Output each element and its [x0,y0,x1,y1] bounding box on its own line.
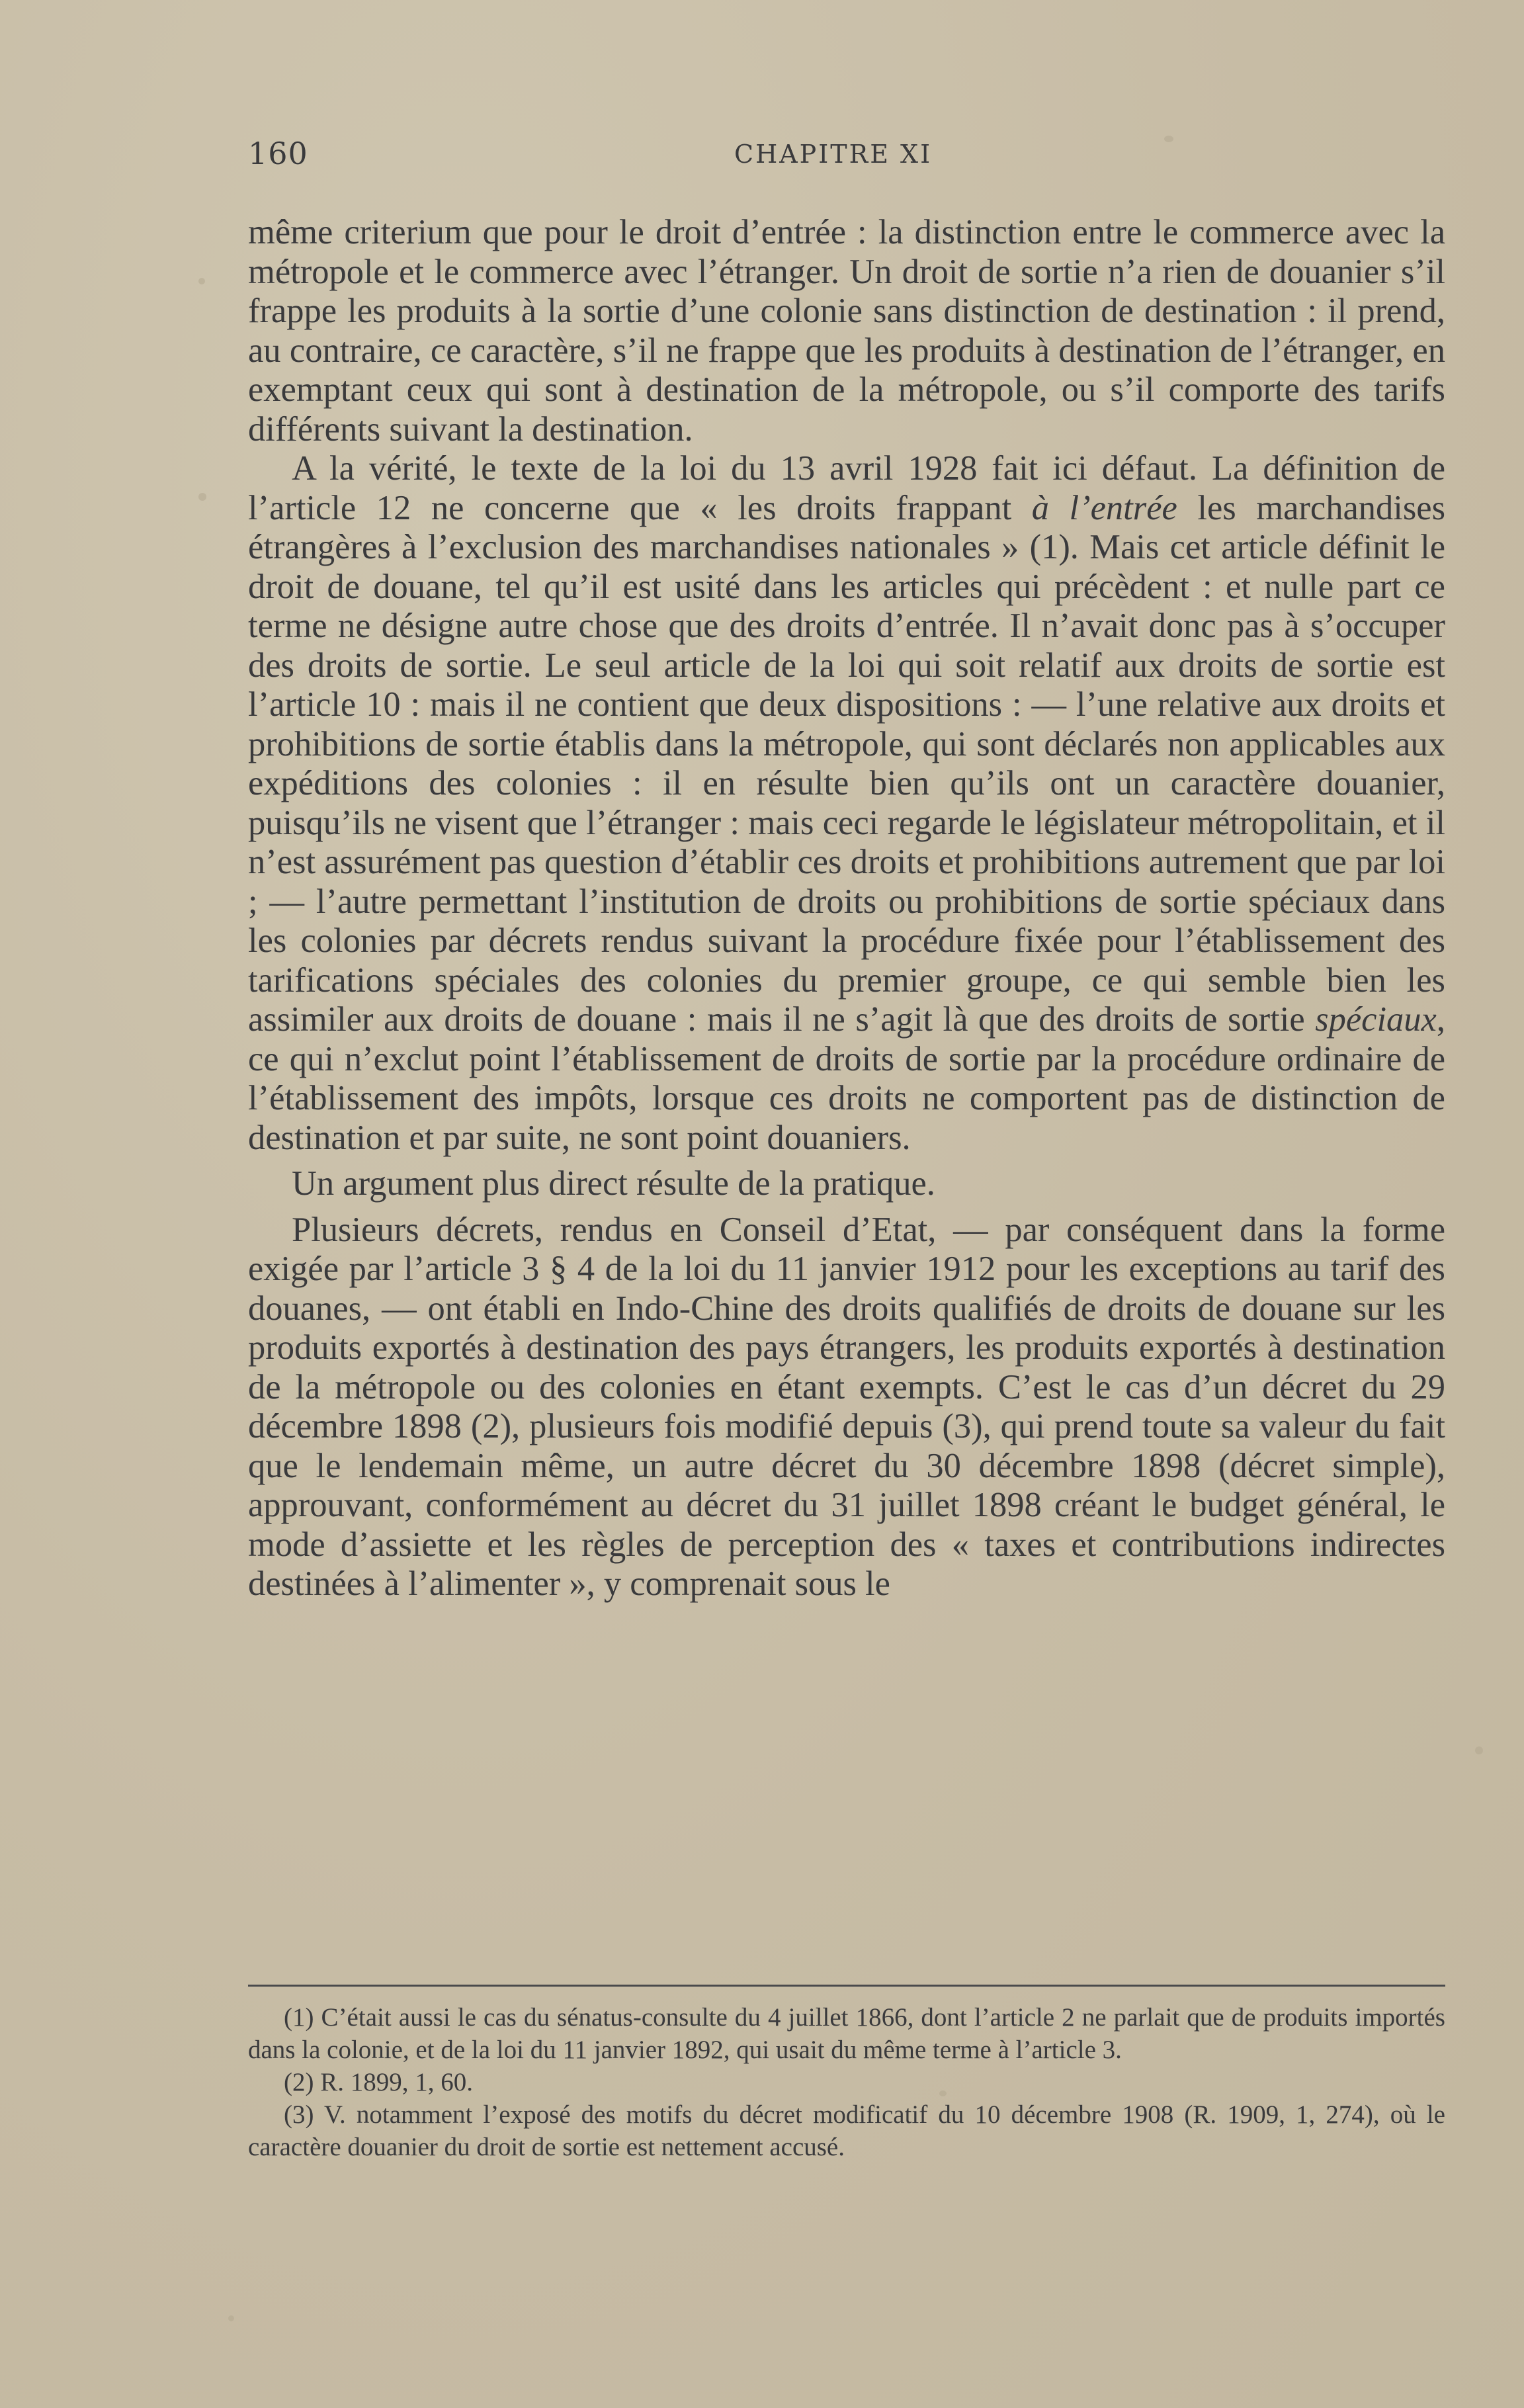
paper-speck [198,493,206,501]
paper-speck [198,278,205,284]
footnote: (2) R. 1899, 1, 60. [284,2068,473,2096]
footnote: (1) C’était aussi le cas du sénatus-consulte du 4 juillet 1866, dont l’article 2 ne parlait que de produits importés dans la colonie, et de la loi du 11 janvier 1892, qui usait du même terme à l’article 3. [248,2003,1445,2064]
paragraph-text: les marchandises étrangères à l’exclusion des marchandises nationales » (1). Mais cet article définit le droit de douane, tel qu’il est usité dans les articles qui précèdent : et nulle part ce terme ne désigne autre chose que des droits d’entrée. Il n’avait donc pas à s’occuper des droits de sortie. Le seul article de la loi qui soit relatif aux droits de sortie est l’article 10 : mais il ne contient que deux dispositions : — l’une relative aux droits et prohibitions de sortie établis dans la métropole, qui sont déclarés non applicables aux expéditions des colonies : il en résulte bien qu’ils ont un caractère douanier, puisqu’ils ne visent que l’étranger : mais ceci regarde le législateur métropolitain, et il n’est assurément pas question d’établir ces droits et prohibitions autrement que par loi ; — l’autre permettant l’institution de droits ou prohibitions de sortie spéciaux dans les colonies par décrets rendus suivant la procédure fixée pour l’établissement des tarifications spéciales des colonies du premier groupe, ce qui semble bien les assimiler aux droits de douane : mais il ne s’agit là que des droits de sortie [248,488,1446,1039]
footnotes [248,2001,1445,2163]
italic-text: à l’entrée [1031,488,1177,527]
paragraph-text: , ce qui n’exclut point l’établissement de droits de sortie par la procédure ordinaire de l’établissement des impôts, lorsque ces droits ne comportent pas de distinction de destination et par suite, ne sont point douaniers. [248,1000,1445,1157]
paragraph [248,449,1445,1158]
paragraph: Un argument plus direct résulte de la pratique. [292,1164,935,1203]
paper-speck [228,2315,234,2321]
paragraph: même criterium que pour le droit d’entrée : la distinction entre le commerce avec la métropole et le commerce avec l’étranger. Un droit de sortie n’a rien de douanier s’il frappe les produits à la sortie d’une colonie sans distinction de destination : il prend, au contraire, ce caractère, s’il ne frappe que les produits à destination de l’étranger, en exemptant ceux qui sont à destination de la métropole, ou s’il comporte des tarifs différents suivant la destination. [248,213,1445,449]
paper-speck [1475,1746,1483,1754]
page-number: 160 [248,136,308,171]
running-head [248,136,1445,175]
footnote: (3) V. notamment l’exposé des motifs du décret modificatif du 10 décembre 1908 (R. 1909, 1, 274), où le caractère douanier du droit de sortie est nettement accusé. [248,2100,1445,2161]
paragraph: Plusieurs décrets, rendus en Conseil d’Etat, — par conséquent dans la forme exigée par l’article 3 § 4 de la loi du 11 janvier 1912 pour les exceptions au tarif des douanes, — ont établi en Indo-Chine des droits qualifiés de droits de douane sur les produits exportés à destination des pays étrangers, les produits exportés à destination de la métropole ou des colonies en étant exempts. C’est le cas d’un décret du 29 décembre 1898 (2), plusieurs fois modifié depuis (3), qui prend toute sa valeur du fait que le lendemain même, un autre décret du 30 décembre 1898 (décret simple), approuvant, conformément au décret du 31 juillet 1898 créant le budget général, le mode d’assiette et les règles de perception des « taxes et contributions indirectes destinées à l’alimenter », y comprenait sous le [248,1210,1445,1603]
chapter-title: CHAPITRE XI [734,140,933,169]
paragraph-text: A la vérité, le texte de la loi du 13 avril 1928 fait ici défaut. La définition de l’article 12 ne concerne que « les droits frappant [248,449,1445,527]
italic-text: spéciaux [1315,1000,1437,1039]
footnote-divider [248,1985,1445,1987]
body-text [248,213,1445,1604]
